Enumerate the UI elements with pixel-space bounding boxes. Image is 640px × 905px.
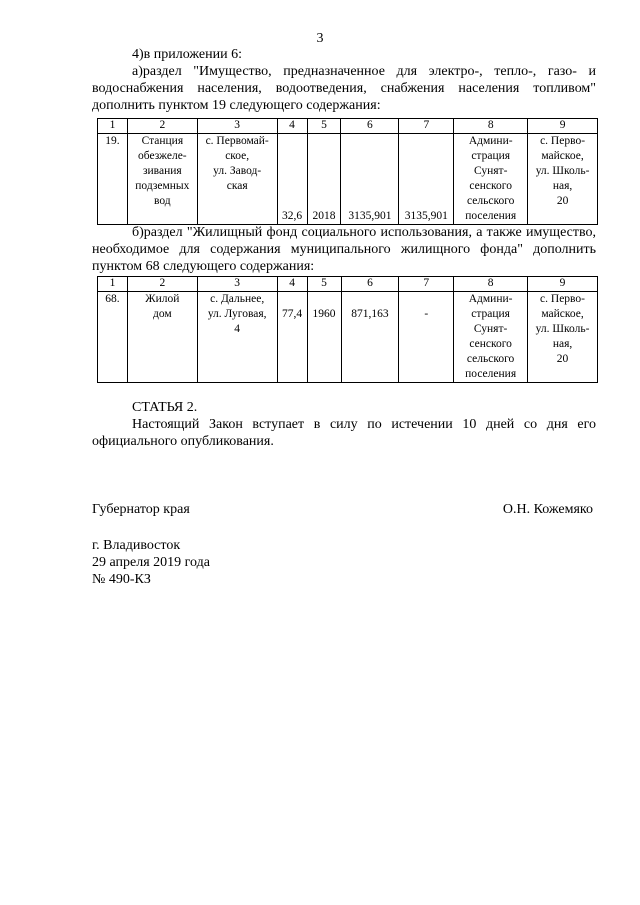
cell-line: 4 (234, 323, 241, 335)
column-header: 9 (528, 277, 598, 292)
cell-line: ское, (225, 150, 250, 162)
cell-line: Сунят- (473, 165, 508, 177)
cell-line: с. Перво- (540, 135, 586, 147)
property-table-2 (97, 276, 598, 383)
cell-line: Админи- (468, 135, 513, 147)
holder-cell (454, 292, 528, 383)
column-header: 4 (277, 277, 307, 292)
cell-line: сенского (469, 338, 512, 350)
column-header: 8 (454, 119, 528, 134)
column-header: 4 (277, 119, 307, 134)
column-header: 2 (127, 119, 197, 134)
table-header-row (98, 119, 598, 134)
address-cell (197, 292, 277, 383)
object-name-cell (127, 134, 197, 225)
year-cell: 2018 (307, 134, 341, 225)
column-header: 1 (98, 277, 128, 292)
property-table-1 (97, 118, 598, 225)
cell-line: страция (471, 150, 511, 162)
cell-line: вод (154, 195, 171, 207)
paragraph-b: б)раздел "Жилищный фонд социального использования, а также имущество, необходимое для содержания муниципального жилищного фонда" дополнить пунктом 68 следующего содержания: (92, 225, 596, 274)
cell-line: сенского (469, 180, 512, 192)
cell-line: 20 (556, 353, 569, 365)
cell-line: поселения (465, 368, 517, 380)
object-name-cell (127, 292, 197, 383)
row-number: 68. (98, 292, 128, 383)
column-header: 6 (341, 277, 399, 292)
table-header-row (98, 277, 598, 292)
cell-line: зивания (142, 165, 182, 177)
cell-line: Сунят- (473, 323, 508, 335)
column-header: 3 (197, 277, 277, 292)
cell-line: дом (153, 308, 172, 320)
page-number: 3 (316, 31, 324, 46)
cell-line: подземных (135, 180, 190, 192)
item4-intro: 4)в приложении 6: (132, 47, 242, 62)
cell-line: ская (226, 180, 248, 192)
column-header: 5 (307, 119, 341, 134)
column-header: 7 (399, 119, 454, 134)
cell-line: с. Первомай- (205, 135, 269, 147)
cell-line: 20 (556, 195, 569, 207)
cell-line: ул. Школь- (535, 165, 590, 177)
cell-line: майское, (541, 308, 584, 320)
cell-line: Станция (141, 135, 184, 147)
cell-line: обезжеле- (138, 150, 187, 162)
value1-cell: 871,163 (341, 292, 399, 383)
footer-city: г. Владивосток (92, 538, 181, 553)
cell-line: ная, (552, 338, 573, 350)
column-header: 6 (341, 119, 399, 134)
cell-line: майское, (541, 150, 584, 162)
column-header: 1 (98, 119, 128, 134)
cell-line: ул. Луговая, (207, 308, 267, 320)
signature-title: Губернатор края (92, 502, 190, 517)
column-header: 3 (197, 119, 277, 134)
cell-line: ул. Школь- (535, 323, 590, 335)
area-cell: 77,4 (277, 292, 307, 383)
column-header: 8 (454, 277, 528, 292)
value1-cell: 3135,901 (341, 134, 399, 225)
cell-line: ул. Завод- (213, 165, 262, 177)
signature-name: О.Н. Кожемяко (502, 502, 593, 517)
article-text: Настоящий Закон вступает в силу по истечении 10 дней со дня его официального опубликования. (92, 417, 596, 449)
cell-line: Админи- (468, 293, 513, 305)
cell-line: ная, (552, 180, 573, 192)
row-number: 19. (98, 134, 128, 225)
holder-cell (454, 134, 528, 225)
article-title: СТАТЬЯ 2. (132, 400, 198, 415)
location-cell (528, 292, 598, 383)
table-row (98, 134, 598, 225)
cell-line: с. Перво- (540, 293, 585, 305)
column-header: 9 (528, 119, 598, 134)
footer-date: 29 апреля 2019 года (92, 555, 210, 570)
column-header: 7 (399, 277, 454, 292)
column-header: 5 (307, 277, 341, 292)
area-cell: 32,6 (277, 134, 307, 225)
cell-line: сельского (467, 195, 515, 207)
value2-cell: - (399, 292, 454, 383)
cell-line: сельского (466, 353, 515, 365)
year-cell: 1960 (307, 292, 341, 383)
location-cell (528, 134, 598, 225)
address-cell (197, 134, 277, 225)
cell-line: с. Дальнее, (210, 293, 265, 305)
value2-cell: 3135,901 (399, 134, 454, 225)
column-header: 2 (127, 277, 197, 292)
table-row (98, 292, 598, 383)
cell-line: Жилой (145, 293, 180, 305)
cell-line: страция (471, 308, 510, 320)
paragraph-a: а)раздел "Имущество, предназначенное для электро-, тепло-, газо- и водоснабжения населения, водоотведения, снабжения населения топливом" дополнить пунктом 19 следующего содержания: (92, 64, 596, 113)
footer-number: № 490-КЗ (92, 572, 151, 587)
cell-line: поселения (465, 210, 517, 222)
